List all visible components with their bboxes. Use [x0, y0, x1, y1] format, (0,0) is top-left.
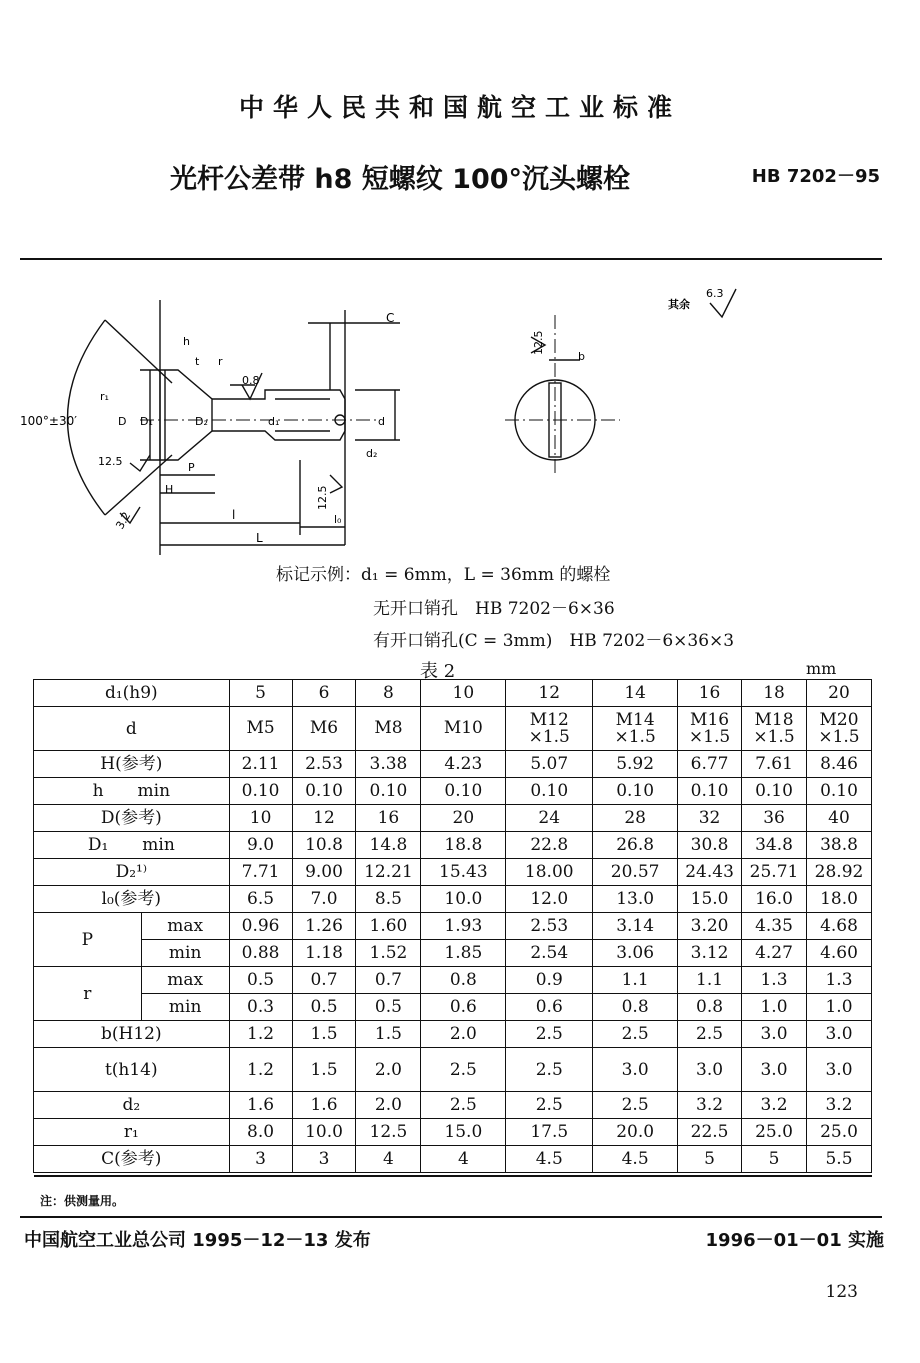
value-cell: 4: [421, 1146, 506, 1173]
value-cell: 1.5: [356, 1021, 421, 1048]
row-label: d: [34, 707, 230, 751]
header-cell: 16: [678, 680, 742, 707]
value-cell: 16: [356, 805, 421, 832]
value-cell: 1.93: [421, 913, 506, 940]
thread-pitch: ×1.5: [818, 726, 860, 747]
table-header-row: [34, 680, 872, 707]
label-b: b: [578, 350, 585, 363]
value-cell: 6.77: [678, 751, 742, 778]
table-row: [34, 805, 872, 832]
implement-date: 1996－01－01 实施: [705, 1230, 884, 1251]
thread-size: M6: [309, 718, 339, 738]
header-label-cell: d₁(h9): [34, 680, 230, 707]
header-cell: 20: [806, 680, 871, 707]
value-cell: 7.0: [292, 886, 356, 913]
value-cell: 2.53: [506, 913, 593, 940]
value-cell: 3.2: [678, 1092, 742, 1119]
rest-label: 其余: [668, 298, 690, 311]
value-cell: 5: [742, 1146, 807, 1173]
value-cell: 18.00: [506, 859, 593, 886]
publish-date: 中国航空工业总公司 1995－12－13 发布: [24, 1230, 371, 1251]
thread-cell: [593, 707, 678, 751]
roughness-slot: 12.5: [532, 330, 545, 355]
row-label: r₁: [34, 1119, 230, 1146]
label-D1: D₁: [140, 415, 153, 428]
value-cell: 2.53: [292, 751, 356, 778]
table-row: [34, 1048, 872, 1092]
thread-size: M16: [690, 709, 730, 730]
value-cell: 3.0: [742, 1021, 807, 1048]
value-cell: 14.8: [356, 832, 421, 859]
value-cell: 4: [356, 1146, 421, 1173]
value-cell: 1.60: [356, 913, 421, 940]
value-cell: 0.96: [229, 913, 292, 940]
thread-size: M12: [529, 709, 569, 730]
value-cell: 0.6: [506, 994, 593, 1021]
value-cell: 2.0: [356, 1048, 421, 1092]
label-L: L: [256, 531, 263, 545]
value-cell: 0.10: [506, 778, 593, 805]
value-cell: 2.5: [593, 1092, 678, 1119]
value-cell: 0.10: [806, 778, 871, 805]
value-cell: 20: [421, 805, 506, 832]
value-cell: 0.7: [356, 967, 421, 994]
value-cell: 20.57: [593, 859, 678, 886]
table-row: [34, 832, 872, 859]
value-cell: 1.0: [742, 994, 807, 1021]
value-cell: 3.0: [806, 1021, 871, 1048]
value-cell: 2.11: [229, 751, 292, 778]
value-cell: 20.0: [593, 1119, 678, 1146]
sub-label: max: [141, 913, 229, 940]
roughness-thread: 12.5: [316, 485, 329, 510]
value-cell: 1.1: [593, 967, 678, 994]
label-t: t: [195, 355, 200, 368]
row-label: b(H12): [34, 1021, 230, 1048]
value-cell: 0.9: [506, 967, 593, 994]
row-label: d₂: [34, 1092, 230, 1119]
thread-size: M14: [615, 709, 655, 730]
table-row: [34, 1146, 872, 1173]
value-cell: 2.5: [593, 1021, 678, 1048]
thread-cell: [421, 707, 506, 751]
value-cell: 25.71: [742, 859, 807, 886]
label-d2: d₂: [366, 447, 378, 460]
header-cell: 6: [292, 680, 356, 707]
value-cell: 1.6: [292, 1092, 356, 1119]
value-cell: 3.14: [593, 913, 678, 940]
thread-pitch: ×1.5: [753, 726, 795, 747]
table-row: [34, 1092, 872, 1119]
value-cell: 15.0: [678, 886, 742, 913]
value-cell: 28: [593, 805, 678, 832]
value-cell: 22.8: [506, 832, 593, 859]
standard-number: HB 7202－95: [751, 166, 880, 187]
example-line-1: 标记示例：d₁ = 6mm，L = 36mm 的螺栓: [276, 565, 611, 585]
value-cell: 8.0: [229, 1119, 292, 1146]
label-r: r: [218, 355, 223, 368]
table-bottom-rule: [34, 1175, 872, 1177]
value-cell: 17.5: [506, 1119, 593, 1146]
value-cell: 1.3: [806, 967, 871, 994]
table-row: [34, 1119, 872, 1146]
label-D: D: [118, 415, 127, 428]
value-cell: 2.5: [506, 1048, 593, 1092]
value-cell: 8.5: [356, 886, 421, 913]
thread-size: M8: [374, 718, 403, 738]
table-row: [34, 967, 872, 994]
header-cell: 10: [421, 680, 506, 707]
label-h: h: [183, 335, 190, 348]
value-cell: 0.5: [292, 994, 356, 1021]
roughness-0-8: 0.8: [242, 374, 260, 387]
table-row: [34, 940, 872, 967]
header-cell: 12: [506, 680, 593, 707]
value-cell: 36: [742, 805, 807, 832]
row-label: D(参考): [34, 805, 230, 832]
value-cell: 8.46: [806, 751, 871, 778]
value-cell: 30.8: [678, 832, 742, 859]
thread-pitch: ×1.5: [528, 726, 570, 747]
value-cell: 12.21: [356, 859, 421, 886]
value-cell: 1.18: [292, 940, 356, 967]
value-cell: 18.8: [421, 832, 506, 859]
value-cell: 3.0: [806, 1048, 871, 1092]
value-cell: 2.5: [506, 1092, 593, 1119]
value-cell: 1.1: [678, 967, 742, 994]
table-row: [34, 1021, 872, 1048]
thread-cell: [292, 707, 356, 751]
table-row: [34, 994, 872, 1021]
value-cell: 28.92: [806, 859, 871, 886]
value-cell: 15.43: [421, 859, 506, 886]
value-cell: 0.7: [292, 967, 356, 994]
value-cell: 3.38: [356, 751, 421, 778]
value-cell: 5.92: [593, 751, 678, 778]
thread-size: M10: [443, 718, 483, 738]
value-cell: 2.5: [421, 1092, 506, 1119]
row-label: D₂¹⁾: [34, 859, 230, 886]
value-cell: 0.10: [421, 778, 506, 805]
value-cell: 3.20: [678, 913, 742, 940]
value-cell: 10.0: [421, 886, 506, 913]
thread-cell: [506, 707, 593, 751]
value-cell: 9.00: [292, 859, 356, 886]
value-cell: 0.5: [229, 967, 292, 994]
roughness-r1: 3.2: [113, 509, 134, 532]
value-cell: 0.5: [356, 994, 421, 1021]
value-cell: 2.5: [506, 1021, 593, 1048]
value-cell: 2.0: [356, 1092, 421, 1119]
value-cell: 24.43: [678, 859, 742, 886]
value-cell: 1.6: [229, 1092, 292, 1119]
footnote: 注：供测量用。: [40, 1194, 125, 1208]
table-row-d: [34, 707, 872, 751]
value-cell: 5.5: [806, 1146, 871, 1173]
value-cell: 15.0: [421, 1119, 506, 1146]
value-cell: 13.0: [593, 886, 678, 913]
example-line-3: 有开口销孔(C = 3mm) HB 7202－6×36×3: [373, 631, 735, 651]
row-label: h min: [34, 778, 230, 805]
value-cell: 34.8: [742, 832, 807, 859]
value-cell: 3: [229, 1146, 292, 1173]
label-r1: r₁: [100, 390, 109, 403]
value-cell: 25.0: [742, 1119, 807, 1146]
thread-cell: [678, 707, 742, 751]
value-cell: 0.6: [421, 994, 506, 1021]
value-cell: 12.5: [356, 1119, 421, 1146]
value-cell: 40: [806, 805, 871, 832]
value-cell: 3.12: [678, 940, 742, 967]
value-cell: 24: [506, 805, 593, 832]
value-cell: 4.60: [806, 940, 871, 967]
label-P: P: [188, 461, 195, 474]
value-cell: 0.8: [678, 994, 742, 1021]
value-cell: 1.5: [292, 1048, 356, 1092]
value-cell: 0.10: [678, 778, 742, 805]
value-cell: 18.0: [806, 886, 871, 913]
value-cell: 0.10: [356, 778, 421, 805]
header-cell: 5: [229, 680, 292, 707]
label-d: d: [378, 415, 385, 428]
row-label: t(h14): [34, 1048, 230, 1092]
value-cell: 3: [292, 1146, 356, 1173]
label-l0: l₀: [334, 513, 342, 526]
angle-label: 100°±30′: [20, 414, 77, 428]
thread-size: M5: [246, 718, 275, 738]
value-cell: 3.2: [806, 1092, 871, 1119]
value-cell: 4.23: [421, 751, 506, 778]
sub-label: min: [141, 994, 229, 1021]
roughness-head: 12.5: [98, 455, 123, 468]
row-group-label: r: [34, 967, 142, 1021]
value-cell: 10: [229, 805, 292, 832]
thread-size: M18: [754, 709, 794, 730]
value-cell: 0.8: [421, 967, 506, 994]
table-unit: mm: [806, 659, 837, 678]
value-cell: 4.5: [506, 1146, 593, 1173]
value-cell: 16.0: [742, 886, 807, 913]
thread-cell: [742, 707, 807, 751]
sub-label: min: [141, 940, 229, 967]
dimension-table: [33, 679, 872, 1173]
label-C: C: [386, 311, 395, 325]
value-cell: 2.5: [421, 1048, 506, 1092]
value-cell: 10.0: [292, 1119, 356, 1146]
value-cell: 3.0: [678, 1048, 742, 1092]
row-label: C(参考): [34, 1146, 230, 1173]
footer-divider: [20, 1216, 882, 1218]
row-label: D₁ min: [34, 832, 230, 859]
value-cell: 4.68: [806, 913, 871, 940]
label-D2: D₂: [195, 415, 208, 428]
value-cell: 6.5: [229, 886, 292, 913]
value-cell: 0.88: [229, 940, 292, 967]
value-cell: 10.8: [292, 832, 356, 859]
table-row: [34, 886, 872, 913]
thread-cell: [229, 707, 292, 751]
table-row: [34, 913, 872, 940]
thread-cell: [806, 707, 871, 751]
value-cell: 4.5: [593, 1146, 678, 1173]
value-cell: 2.54: [506, 940, 593, 967]
header-divider: [20, 258, 882, 260]
value-cell: 1.52: [356, 940, 421, 967]
label-H: H: [165, 483, 174, 496]
thread-pitch: ×1.5: [688, 726, 731, 747]
label-d1: d₁: [268, 415, 280, 428]
page-number: 123: [825, 1282, 858, 1302]
roughness-rest: 6.3: [706, 287, 724, 300]
value-cell: 12.0: [506, 886, 593, 913]
table-title: 表 2: [420, 661, 456, 682]
row-label: l₀(参考): [34, 886, 230, 913]
issuing-standard-org: 中华人民共和国航空工业标准: [238, 93, 681, 122]
value-cell: 1.5: [292, 1021, 356, 1048]
value-cell: 2.5: [678, 1021, 742, 1048]
value-cell: 0.10: [292, 778, 356, 805]
table-row: [34, 778, 872, 805]
value-cell: 1.26: [292, 913, 356, 940]
label-l: l: [232, 508, 236, 522]
document-title: 光杆公差带 h8 短螺纹 100°沉头螺栓: [169, 164, 631, 195]
value-cell: 1.3: [742, 967, 807, 994]
value-cell: 3.2: [742, 1092, 807, 1119]
value-cell: 4.27: [742, 940, 807, 967]
thread-size: M20: [819, 709, 859, 730]
value-cell: 3.0: [593, 1048, 678, 1092]
value-cell: 0.8: [593, 994, 678, 1021]
value-cell: 1.2: [229, 1048, 292, 1092]
value-cell: 1.2: [229, 1021, 292, 1048]
value-cell: 32: [678, 805, 742, 832]
value-cell: 1.85: [421, 940, 506, 967]
value-cell: 4.35: [742, 913, 807, 940]
value-cell: 2.0: [421, 1021, 506, 1048]
value-cell: 3.0: [742, 1048, 807, 1092]
header-cell: 8: [356, 680, 421, 707]
value-cell: 0.10: [229, 778, 292, 805]
row-group-label: P: [34, 913, 142, 967]
value-cell: 25.0: [806, 1119, 871, 1146]
value-cell: 0.10: [742, 778, 807, 805]
value-cell: 9.0: [229, 832, 292, 859]
value-cell: 5: [678, 1146, 742, 1173]
bolt-drawing: [0, 275, 920, 565]
table-row: [34, 859, 872, 886]
value-cell: 0.10: [593, 778, 678, 805]
sub-label: max: [141, 967, 229, 994]
value-cell: 22.5: [678, 1119, 742, 1146]
value-cell: 7.71: [229, 859, 292, 886]
thread-pitch: ×1.5: [614, 726, 656, 747]
value-cell: 38.8: [806, 832, 871, 859]
header-cell: 18: [742, 680, 807, 707]
value-cell: 0.3: [229, 994, 292, 1021]
header-cell: 14: [593, 680, 678, 707]
value-cell: 5.07: [506, 751, 593, 778]
thread-cell: [356, 707, 421, 751]
example-line-2: 无开口销孔 HB 7202－6×36: [373, 599, 615, 619]
value-cell: 26.8: [593, 832, 678, 859]
row-label: H(参考): [34, 751, 230, 778]
table-row: [34, 751, 872, 778]
value-cell: 1.0: [806, 994, 871, 1021]
value-cell: 3.06: [593, 940, 678, 967]
value-cell: 12: [292, 805, 356, 832]
value-cell: 7.61: [742, 751, 807, 778]
